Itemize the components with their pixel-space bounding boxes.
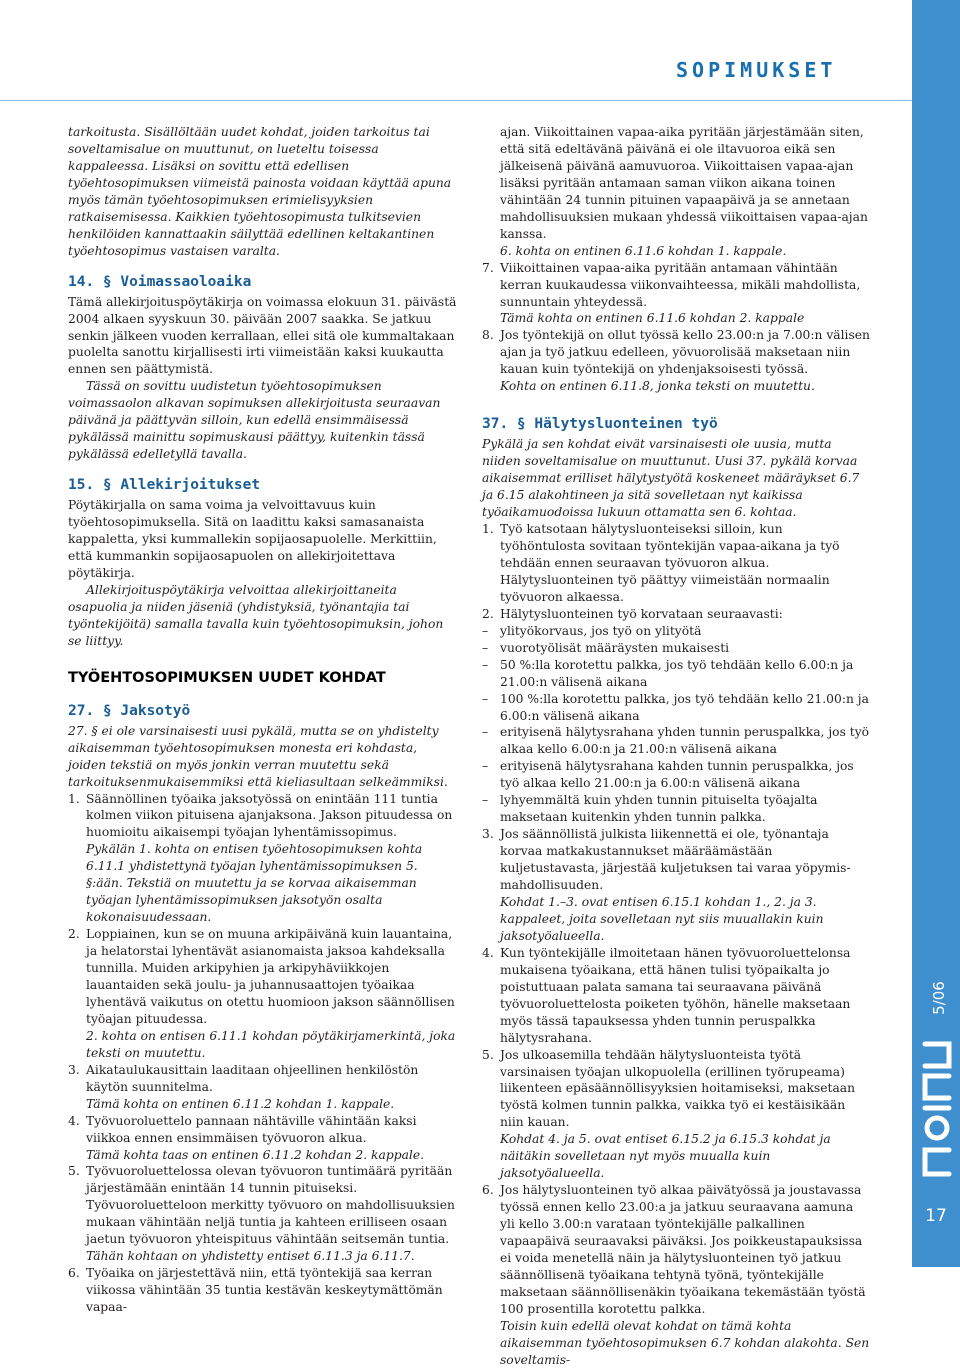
header-divider <box>0 100 912 101</box>
list-item-note: Kohta on entinen 6.11.8, jonka teksti on muutettu. <box>500 379 815 394</box>
list-item: 4. Työvuoroluettelo pannaan nähtäville vähintään kaksi viikkoa ennen ensimmäisen työvuoron alkua. <box>68 1113 417 1145</box>
list-item: 7. Viikoittainen vapaa-aika pyritään antamaan vähintään kerran kuukaudessa viikonvaihteessa, mikäli mahdollista, sunnuntain yhteydessä. <box>482 260 861 309</box>
section-14-note: Tässä on sovittu uudistetun työehtosopimuksen voimassaolon alkavan sopimuksen allekirjoitusta seuraavan päivänä ja päättyvän silloin, kun edellä ensimmäisessä pykälässä mainittu sopimuskausi päättyy, kuitenkin tässä pykälässä edelletyllä tavalla. <box>68 379 441 462</box>
list-item-note: Tämä kohta taas on entinen 6.11.2 kohdan 2. kappale. <box>86 1147 425 1162</box>
issue-label: 5/06 <box>930 981 948 1015</box>
dash-item: – lyhyemmältä kuin yhden tunnin pituiselta työajalta maksetaan kuitenkin yhden tunnin palkka. <box>482 793 818 825</box>
right-column <box>482 124 870 1369</box>
dash-item: – 50 %:lla korotettu palkka, jos työ tehdään kello 6.00:n ja 21.00:n välisenä aikana <box>482 657 854 689</box>
section-heading-15: 15. § Allekirjoitukset <box>68 477 261 494</box>
dash-item: – 100 %:lla korotettu palkka, jos työ tehdään kello 21.00:n ja 6.00:n välisenä aikana <box>482 691 869 723</box>
list-item: 3. Aikataulukausittain laaditaan ohjeellinen henkilöstön käytön suunnitelma. <box>68 1062 419 1094</box>
section-heading-14: 14. § Voimassaoloaika <box>68 273 252 290</box>
continued-paragraph: ajan. Viikoittainen vapaa-aika pyritään järjestämään siten, että sitä edeltävänä päivänä ei ole iltavuoroa eikä sen jälkeisenä päivänä aamuvuoroa. Viikoittaisen vapaa-ajan lisäksi pyritään antamaan saman viikon aikana toinen vähintään 24 tunnin pituinen vapaapäivä ja se annetaan mahdollisuuksien mukaan yhdessä viikoittaisen vapaa-ajan kanssa. <box>500 125 868 241</box>
list-item: 2. Hälytysluonteinen työ korvataan seuraavasti: <box>482 606 783 621</box>
union-logo <box>917 1036 957 1186</box>
dash-item: – erityisenä hälytysrahana yhden tunnin peruspalkka, jos työ alkaa kello 6.00:n ja 21.00:n välisenä aikana <box>482 725 870 757</box>
section-27-intro: 27. § ei ole varsinaisesti uusi pykälä, mutta se on yhdistelty aikaisemman työehtosopimuksen monesta eri kohdasta, joiden tekstiä on myös jonkin verran muutettu sekä tarkoituksenmukaisemmiksi että kieliasultaan selkeämmiksi. <box>68 723 448 789</box>
list-item: 6. Työaika on järjestettävä niin, että työntekijä saa kerran viikossa vähintään 35 tuntia kestävän keskeytymättömän vapaa- <box>68 1266 443 1315</box>
list-item-note: Pykälän 1. kohta on entisen työehtosopimuksen kohta 6.11.1 yhdistettynä työajan lyhentämissopimuksen 5. §:ään. Tekstiä on muutettu ja se korvaa aikaisemman työajan lyhentämissopimuksen jaksotyön osalta kokonaisuudessaan. <box>86 842 423 925</box>
section-heading-27: 27. § Jaksotyö <box>68 702 191 719</box>
new-items-heading: TYÖEHTOSOPIMUKSEN UUDET KOHDAT <box>68 669 386 686</box>
dash-item: – vuorotyölisät määräysten mukaisesti <box>482 640 730 655</box>
list-item-note: Kohdat 1.–3. ovat entisen 6.15.1 kohdan 1., 2. ja 3. kappaleet, joita sovelletaan nyt siis muuallakin kuin jaksotyöalueella. <box>500 894 824 943</box>
dash-item: – erityisenä hälytysrahana kahden tunnin peruspalkka, jos työ alkaa kello 21.00:n ja 6.00:n välisenä aikana <box>482 759 854 791</box>
section-37-intro: Pykälä ja sen kohdat eivät varsinaisesti ole uusia, mutta niiden soveltamisalue on muuttunut. Uusi 37. pykälä korvaa aikaisemmat erilliset hälytystyötä koskeneet määräykset 6.7 ja 6.15 alakohtineen ja sitä sovelletaan nyt kaikissa työaikamuodoissa lukuun ottamatta sen 6. kohtaa. <box>482 437 860 520</box>
list-item-note: 2. kohta on entisen 6.11.1 kohdan pöytäkirjamerkintä, joka teksti on muutettu. <box>86 1028 456 1060</box>
list-item-note: Toisin kuin edellä olevat kohdat on tämä kohta aikaisemman työehtosopimuksen 6.7 kohdan alakohta. Sen soveltamis- <box>500 1318 870 1367</box>
list-item: 6. Jos hälytysluonteinen työ alkaa päivätyössä ja joustavassa työssä ennen kello 23.00:a ja jatkuu seuraavana aamuna yli kello 3.00:n varataan työntekijälle palkallinen vapaapäivä seuraavaksi päiväksi. Jos poikkeustapauksissa ei voida menetellä näin ja hälytysluonteinen työ jatkuu säännöllisenä työaikana tehtynä työnä, työntekijälle maksetaan säännöllisenäkin työaikana tekemästään työstä 100 prosentilla korotettu palkka. <box>482 1183 866 1316</box>
section-15-note: Allekirjoituspöytäkirja velvoittaa allekirjoittaneita osapuolia ja niiden jäseniä (yhdistyksiä, työnantajia tai työntekijöitä) samalla tavalla kuin työehtosopimuksin, johon se liittyy. <box>68 582 444 648</box>
list-item-note: 6. kohta on entinen 6.11.6 kohdan 1. kappale. <box>500 243 787 258</box>
list-item-note: Kohdat 4. ja 5. ovat entiset 6.15.2 ja 6.15.3 kohdat ja näitäkin sovelletaan nyt myös muualla kuin jaksotyöalueella. <box>500 1132 831 1181</box>
section-14-text: Tämä allekirjoituspöytäkirja on voimassa elokuun 31. päivästä 2004 alkaen syyskuun 30. päivään 2007 saakka. Se jatkuu senkin jälkeen vuoden kerrallaan, ellei sitä ole kummaltakaan puolelta sanottu kirjallisesti irti viimeistään kaksi kuukautta ennen sen päättymistä. <box>68 294 457 377</box>
intro-paragraph: tarkoitusta. Sisällöltään uudet kohdat, joiden tarkoitus tai soveltamisalue on muuttunut, on lueteltu toisessa kappaleessa. Lisäksi on sovittu että edellisen työehtosopimuksen viimeistä painosta voidaan käyttää apuna myös tämän työehtosopimuksen erimielisyyksien ratkaisemisessa. Kaikkien työehtosopimusta tulkitsevien henkilöiden kannattaakin säilyttää edellinen keltakantinen työehtosopimus vastaisen varalta. <box>68 125 452 258</box>
list-item-note: Tämä kohta on entinen 6.11.2 kohdan 1. kappale. <box>86 1096 395 1111</box>
list-item: 1. Työ katsotaan hälytysluonteiseksi silloin, kun työhöntulosta sovitaan työntekijän vapaa-aikana ja työ tehdään ennen seuraavan työvuoron alkua. Hälytysluonteinen työ päättyy viimeistään normaalin työvuoron alkaessa. <box>482 522 840 604</box>
list-item: 4. Kun työntekijälle ilmoitetaan hänen työvuoroluettelonsa mukaisena työaikana, että hänen tulisi työpaikalta jo poistuttuaan palata samana tai seuraavana päivänä työvuoroluettelosta poiketen työhön, hänelle maksetaan myös tässä tapauksessa yhden tunnin peruspalkka hälytysrahana. <box>482 945 851 1045</box>
dash-item: – ylityökorvaus, jos työ on ylityötä <box>482 623 702 638</box>
left-column <box>68 124 458 1316</box>
list-item: 5. Jos ulkoasemilla tehdään hälytysluonteista työtä varsinaisen työajan ulkopuolella (erillinen työrupeama) liikenteen epäsäännöllisyyksien hoitamiseksi, maksetaan työstä kolmen tunnin palkka, vaikka työ ei kestäisikään niin kauan. <box>482 1047 856 1130</box>
list-item: 5. Työvuoroluettelossa olevan työvuoron tuntimäärä pyritään järjestämään enintään 14 tunnin pituiseksi. Työvuoroluetteloon merkitty työvuoro on mahdollisuuksien mukaan vähintään neljä tuntia ja kahteen erilliseen osaan jaetun työvuoron yhteispituus vähintään seitsemän tuntia. <box>68 1164 455 1247</box>
header-title: SOPIMUKSET <box>676 58 837 82</box>
list-item-note: Tämä kohta on entinen 6.11.6 kohdan 2. kappale <box>500 311 805 326</box>
section-15-text: Pöytäkirjalla on sama voima ja velvoittavuus kuin työehtosopimuksella. Sitä on laadittu kaksi samasanaista kappaletta, yksi kummallekin sopijaosapuolelle. Merkittiin, että kummankin sopijaosapuolen on allekirjoitettava pöytäkirja. <box>68 498 437 580</box>
list-item: 2. Loppiainen, kun se on muuna arkipäivänä kuin lauantaina, ja helatorstai lyhentävät asianomaista jaksoa kahdeksalla tunnilla. Muiden arkipyhien ja arkipyhäviikkojen lauantaiden sekä joulu- ja juhannusaattojen työaikaa lyhentävä vaikutus on otettu huomioon jakson säännöllisen työajan pituudessa. <box>68 927 455 1026</box>
list-item: 1. Säännöllinen työaika jaksotyössä on enintään 111 tuntia kolmen viikon pituisena ajanjaksona. Jakson pituudessa on huomioitu aikaisempi työajan lyhentämissopimus. <box>68 791 453 840</box>
section-heading-37: 37. § Hälytysluonteinen työ <box>482 416 718 433</box>
list-item: 8. Jos työntekijä on ollut työssä kello 23.00:n ja 7.00:n välisen ajan ja työ jatkuu edelleen, yövuorolisää maksetaan niin kauan kuin työntekijä on yhdenjaksoisesti työssä. <box>482 328 870 377</box>
list-item-note: Tähän kohtaan on yhdistetty entiset 6.11.3 ja 6.11.7. <box>86 1249 415 1264</box>
list-item: 3. Jos säännöllistä julkista liikennettä ei ole, työnantaja korvaa matkakustannukset määräämästään kuljetustavasta, järjestää kuljetuksen tai varaa yöpymis-mahdollisuuden. <box>482 827 851 893</box>
page-number: 17 <box>925 1206 947 1226</box>
